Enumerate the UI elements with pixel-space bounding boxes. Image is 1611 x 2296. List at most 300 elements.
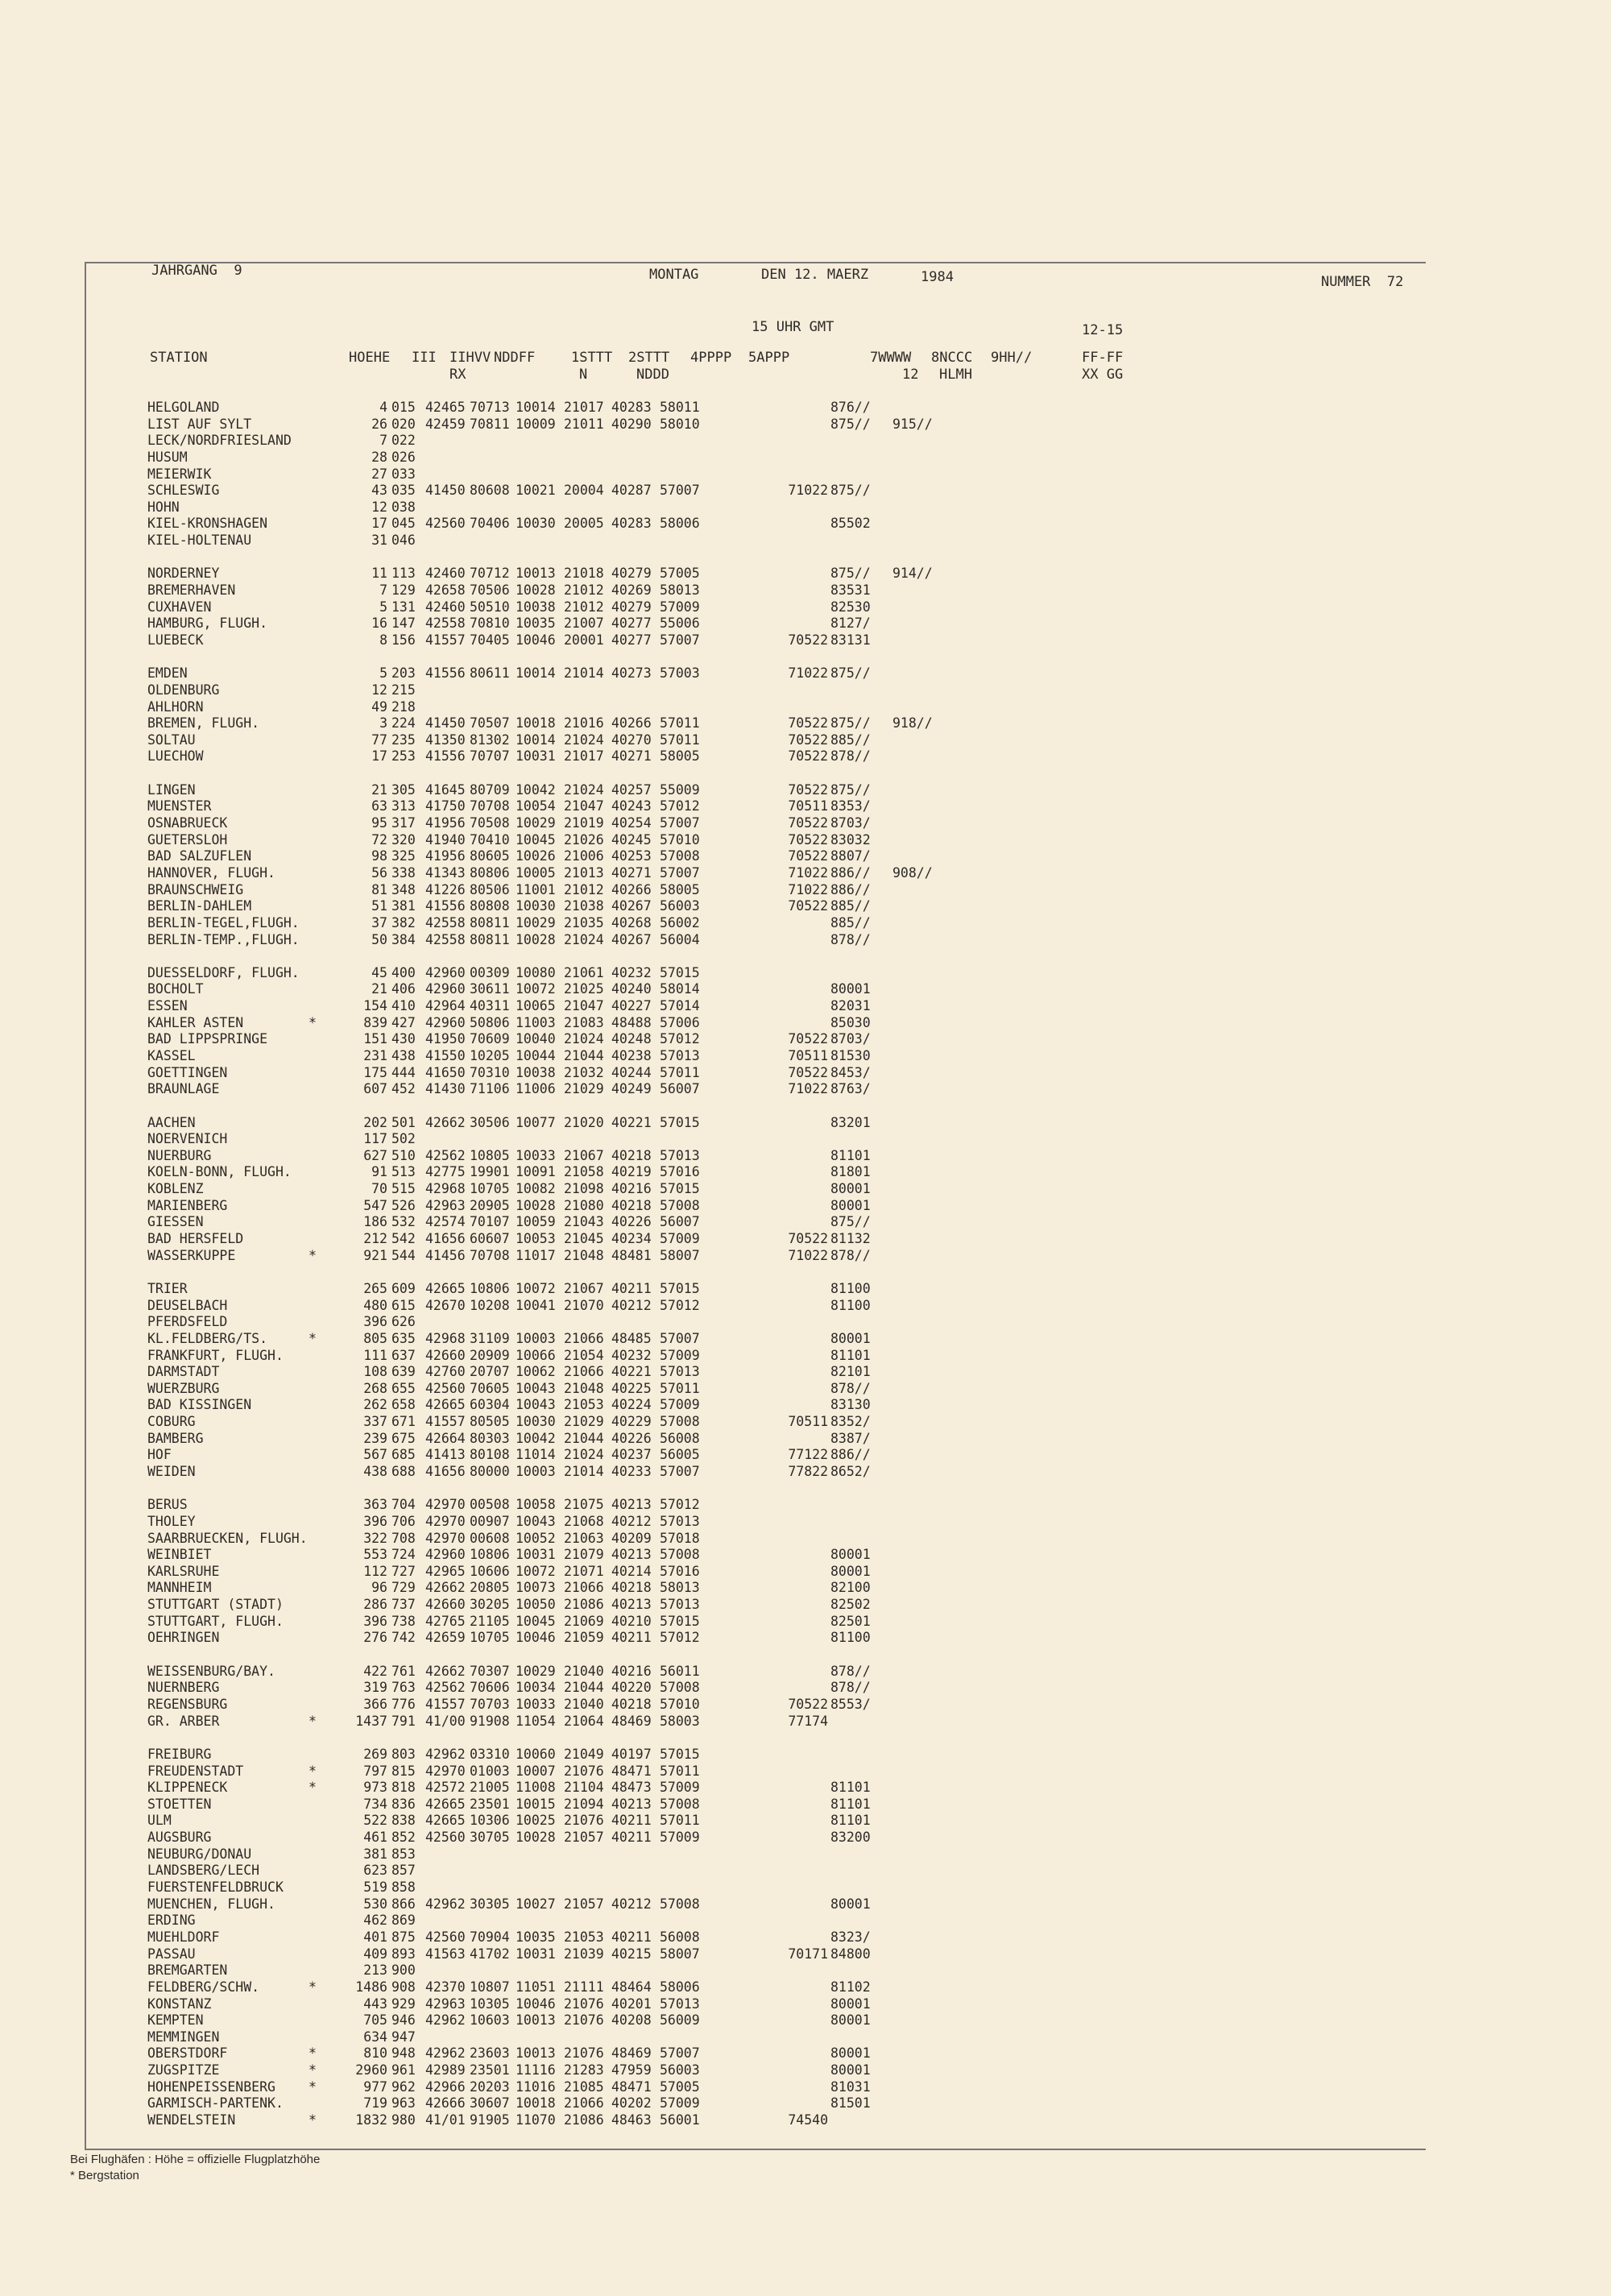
group-3: 11014 [516, 1447, 556, 1463]
group-2: 41702 [470, 1946, 510, 1962]
station-name: HAMBURG, FLUGH. [147, 615, 268, 632]
group-8: 8323/ [830, 1929, 871, 1945]
group-3: 11003 [516, 1014, 556, 1030]
jahrgang-label: JAHRGANG 9 [151, 263, 242, 279]
station-id: 438 [391, 1047, 416, 1063]
group-1: 41/01 [425, 2112, 466, 2128]
group-4: 21044 [564, 1430, 604, 1446]
group-2: 70307 [470, 1663, 510, 1679]
group-2: 40311 [470, 998, 510, 1014]
group-8: 878// [830, 1663, 871, 1679]
group-2: 80811 [470, 931, 510, 947]
group-5: 40290 [611, 416, 652, 432]
group-7: 71022 [788, 665, 828, 682]
group-7: 71022 [788, 881, 828, 897]
station-name: ERDING [147, 1913, 196, 1929]
group-3: 10014 [516, 400, 556, 415]
group-3: 10030 [516, 516, 556, 532]
group-3: 10046 [516, 632, 556, 648]
col-station: STATION [150, 350, 208, 366]
group-4: 21067 [564, 1147, 604, 1163]
group-3: 11070 [516, 2112, 556, 2128]
group-7: 70522 [788, 781, 828, 798]
group-7: 71022 [788, 1081, 828, 1097]
group-8: 85030 [830, 1014, 871, 1030]
group-7: 70522 [788, 731, 828, 748]
group-5: 40267 [611, 898, 652, 914]
group-4: 21066 [564, 2095, 604, 2112]
group-1: 41940 [425, 831, 466, 848]
group-4: 21053 [564, 1397, 604, 1413]
group-5: 40254 [611, 815, 652, 831]
station-id: 224 [391, 715, 416, 731]
group-4: 21045 [564, 1231, 604, 1247]
group-5: 40233 [611, 1464, 652, 1479]
group-5: 40240 [611, 981, 652, 997]
col-g5: 4PPPP [690, 350, 732, 366]
group-3: 10031 [516, 1547, 556, 1563]
group-2: 70508 [470, 815, 510, 831]
station-id: 203 [391, 665, 416, 682]
station-name: BRAUNLAGE [147, 1081, 220, 1097]
group-3: 10013 [516, 566, 556, 582]
group-6: 57015 [660, 1746, 700, 1762]
group-8: 8127/ [830, 615, 871, 632]
group-3: 10029 [516, 914, 556, 930]
group-5: 40279 [611, 599, 652, 615]
group-6: 58013 [660, 582, 700, 599]
station-id: 776 [391, 1696, 416, 1712]
group-4: 21059 [564, 1630, 604, 1646]
station-id: 655 [391, 1380, 416, 1396]
group-5: 40208 [611, 2012, 652, 2029]
group-5: 40218 [611, 1580, 652, 1596]
group-5: 40269 [611, 582, 652, 599]
group-8: 83130 [830, 1397, 871, 1413]
group-3: 10038 [516, 599, 556, 615]
station-name: BERLIN-TEMP.,FLUGH. [147, 931, 300, 947]
group-6: 55006 [660, 615, 700, 632]
group-4: 21020 [564, 1114, 604, 1130]
group-8: 82101 [830, 1364, 871, 1380]
station-id: 131 [391, 599, 416, 615]
group-8: 81101 [830, 1796, 871, 1812]
group-2: 50510 [470, 599, 510, 615]
group-4: 21018 [564, 566, 604, 582]
group-3: 10028 [516, 1830, 556, 1846]
group-4: 21025 [564, 981, 604, 997]
group-8: 878// [830, 1680, 871, 1696]
group-4: 21066 [564, 1580, 604, 1596]
group-6: 57016 [660, 1563, 700, 1579]
station-id: 045 [391, 516, 416, 532]
group-4: 21024 [564, 781, 604, 798]
group-5: 40270 [611, 731, 652, 748]
station-name: MANNHEIM [147, 1580, 212, 1596]
group-1: 42970 [425, 1497, 466, 1513]
group-2: 10807 [470, 1979, 510, 1995]
height: 63 [371, 798, 387, 814]
group-1: 41563 [425, 1946, 466, 1962]
group-6: 57007 [660, 2045, 700, 2062]
group-8: 8763/ [830, 1081, 871, 1097]
height: 45 [371, 964, 387, 980]
group-2: 00608 [470, 1530, 510, 1546]
group-7: 70522 [788, 1696, 828, 1712]
group-6: 57006 [660, 1014, 700, 1030]
group-3: 10033 [516, 1696, 556, 1712]
group-3: 10029 [516, 815, 556, 831]
group-9: 915// [892, 416, 933, 432]
station-id: 544 [391, 1247, 416, 1263]
station-id: 948 [391, 2045, 416, 2062]
station-id: 235 [391, 731, 416, 748]
group-6: 57013 [660, 1047, 700, 1063]
group-8: 8652/ [830, 1464, 871, 1479]
group-2: 80608 [470, 483, 510, 499]
group-1: 41556 [425, 665, 466, 682]
group-4: 21019 [564, 815, 604, 831]
station-name: MUENCHEN, FLUGH. [147, 1896, 275, 1912]
station-id: 761 [391, 1663, 416, 1679]
group-1: 42970 [425, 1513, 466, 1529]
height: 27 [371, 466, 387, 482]
group-1: 42558 [425, 615, 466, 632]
mountain-marker: * [309, 1763, 317, 1779]
group-6: 57009 [660, 1830, 700, 1846]
station-name: FREUDENSTADT [147, 1763, 244, 1779]
group-8: 80001 [830, 1181, 871, 1197]
group-5: 40277 [611, 615, 652, 632]
group-7: 70522 [788, 1231, 828, 1247]
group-7: 70522 [788, 815, 828, 831]
group-8: 875// [830, 1214, 871, 1230]
group-2: 70506 [470, 582, 510, 599]
group-1: 42963 [425, 1996, 466, 2012]
group-6: 57011 [660, 715, 700, 731]
group-2: 00508 [470, 1497, 510, 1513]
station-id: 515 [391, 1181, 416, 1197]
station-name: KIEL-KRONSHAGEN [147, 516, 268, 532]
station-id: 671 [391, 1414, 416, 1430]
group-8: 81100 [830, 1630, 871, 1646]
group-5: 40253 [611, 848, 652, 864]
group-7: 70522 [788, 1031, 828, 1047]
height: 2960 [355, 2062, 387, 2078]
group-3: 10058 [516, 1497, 556, 1513]
station-id: 026 [391, 449, 416, 465]
group-5: 40225 [611, 1380, 652, 1396]
station-id: 791 [391, 1713, 416, 1729]
group-3: 10030 [516, 1414, 556, 1430]
height: 480 [363, 1297, 387, 1313]
gmt-label: 15 UHR GMT [752, 319, 834, 335]
station-id: 962 [391, 2078, 416, 2095]
station-name: BERLIN-TEGEL,FLUGH. [147, 914, 300, 930]
group-4: 21083 [564, 1014, 604, 1030]
station-name: KIEL-HOLTENAU [147, 533, 252, 549]
group-8: 83131 [830, 632, 871, 648]
group-2: 10805 [470, 1147, 510, 1163]
height: 95 [371, 815, 387, 831]
station-id: 035 [391, 483, 416, 499]
group-1: 41950 [425, 1031, 466, 1047]
station-id: 338 [391, 864, 416, 881]
group-5: 40210 [611, 1613, 652, 1629]
group-8: 8453/ [830, 1064, 871, 1080]
height: 21 [371, 781, 387, 798]
group-1: 41226 [425, 881, 466, 897]
station-id: 900 [391, 1962, 416, 1979]
group-6: 57007 [660, 483, 700, 499]
group-3: 10005 [516, 864, 556, 881]
station-name: HOHENPEISSENBERG [147, 2078, 275, 2095]
group-2: 21105 [470, 1613, 510, 1629]
group-3: 10040 [516, 1031, 556, 1047]
year-label: 1984 [921, 269, 954, 285]
height: 17 [371, 748, 387, 765]
group-2: 70712 [470, 566, 510, 582]
height: 634 [363, 2029, 387, 2045]
group-4: 21076 [564, 1996, 604, 2012]
group-6: 57009 [660, 1780, 700, 1796]
group-2: 10205 [470, 1047, 510, 1063]
group-6: 56007 [660, 1081, 700, 1097]
group-2: 70703 [470, 1696, 510, 1712]
height: 16 [371, 615, 387, 632]
height: 530 [363, 1896, 387, 1912]
group-4: 21017 [564, 400, 604, 415]
group-3: 10031 [516, 1946, 556, 1962]
mountain-marker: * [309, 1713, 317, 1729]
station-name: BAD KISSINGEN [147, 1397, 252, 1413]
group-6: 57009 [660, 2095, 700, 2112]
height: 28 [371, 449, 387, 465]
station-id: 046 [391, 533, 416, 549]
group-8: 875// [830, 566, 871, 582]
group-5: 40213 [611, 1796, 652, 1812]
group-1: 41450 [425, 715, 466, 731]
group-5: 40219 [611, 1164, 652, 1180]
group-6: 58003 [660, 1713, 700, 1729]
group-1: 42560 [425, 1830, 466, 1846]
group-2: 80000 [470, 1464, 510, 1479]
group-1: 42660 [425, 1347, 466, 1363]
group-8: 885// [830, 898, 871, 914]
station-id: 113 [391, 566, 416, 582]
station-id: 382 [391, 914, 416, 930]
group-3: 10080 [516, 964, 556, 980]
group-2: 70405 [470, 632, 510, 648]
group-3: 10025 [516, 1813, 556, 1829]
group-5: 40218 [611, 1696, 652, 1712]
group-1: 41956 [425, 848, 466, 864]
group-1: 41556 [425, 748, 466, 765]
group-4: 21040 [564, 1696, 604, 1712]
group-8: 81501 [830, 2095, 871, 2112]
group-6: 58005 [660, 748, 700, 765]
group-6: 57003 [660, 665, 700, 682]
mountain-marker: * [309, 2112, 317, 2128]
group-5: 40212 [611, 1896, 652, 1912]
group-2: 70708 [470, 1247, 510, 1263]
group-1: 41650 [425, 1064, 466, 1080]
group-4: 21011 [564, 416, 604, 432]
station-id: 639 [391, 1364, 416, 1380]
height: 607 [363, 1081, 387, 1097]
station-name: EMDEN [147, 665, 188, 682]
group-8: 83200 [830, 1830, 871, 1846]
station-name: HELGOLAND [147, 400, 220, 415]
group-8: 83032 [830, 831, 871, 848]
station-name: NOERVENICH [147, 1131, 228, 1147]
group-2: 70310 [470, 1064, 510, 1080]
station-id: 869 [391, 1913, 416, 1929]
station-name: GARMISCH-PARTENK. [147, 2095, 284, 2112]
group-4: 21085 [564, 2078, 604, 2095]
group-3: 10026 [516, 848, 556, 864]
group-2: 30611 [470, 981, 510, 997]
col-height: HOEHE [349, 350, 391, 366]
height: 265 [363, 1280, 387, 1296]
station-id: 980 [391, 2112, 416, 2128]
group-3: 10021 [516, 483, 556, 499]
footnote-mountain: * Bergstation [70, 2169, 139, 2182]
group-2: 00907 [470, 1513, 510, 1529]
group-6: 57009 [660, 1231, 700, 1247]
group-2: 91905 [470, 2112, 510, 2128]
group-7: 70522 [788, 848, 828, 864]
group-6: 57007 [660, 1464, 700, 1479]
group-8: 81101 [830, 1147, 871, 1163]
group-2: 80611 [470, 665, 510, 682]
group-2: 20909 [470, 1347, 510, 1363]
group-5: 40211 [611, 1630, 652, 1646]
group-4: 21024 [564, 1447, 604, 1463]
group-8: 886// [830, 881, 871, 897]
group-8: 82031 [830, 998, 871, 1014]
station-name: FELDBERG/SCHW. [147, 1979, 260, 1995]
mountain-marker: * [309, 1979, 317, 1995]
group-2: 30506 [470, 1114, 510, 1130]
group-8: 885// [830, 914, 871, 930]
group-3: 10043 [516, 1397, 556, 1413]
station-name: WUERZBURG [147, 1380, 220, 1396]
group-1: 41750 [425, 798, 466, 814]
station-name: WASSERKUPPE [147, 1247, 236, 1263]
height: 973 [363, 1780, 387, 1796]
group-3: 10066 [516, 1347, 556, 1363]
group-6: 57015 [660, 1613, 700, 1629]
height: 705 [363, 2012, 387, 2029]
group-5: 40216 [611, 1181, 652, 1197]
group-6: 57012 [660, 1497, 700, 1513]
group-7: 70522 [788, 715, 828, 731]
col-g4b: NDDD [636, 367, 669, 383]
group-6: 57011 [660, 1380, 700, 1396]
group-4: 21026 [564, 831, 604, 848]
group-8: 878// [830, 1247, 871, 1263]
group-5: 40238 [611, 1047, 652, 1063]
station-name: CUXHAVEN [147, 599, 212, 615]
group-4: 21071 [564, 1563, 604, 1579]
group-8: 82100 [830, 1580, 871, 1596]
group-5: 48463 [611, 2112, 652, 2128]
group-6: 57013 [660, 1513, 700, 1529]
group-6: 57008 [660, 1547, 700, 1563]
group-4: 21013 [564, 864, 604, 881]
station-name: KARLSRUHE [147, 1563, 220, 1579]
group-8: 875// [830, 781, 871, 798]
group-5: 40273 [611, 665, 652, 682]
group-5: 40213 [611, 1597, 652, 1613]
station-id: 737 [391, 1597, 416, 1613]
group-4: 21038 [564, 898, 604, 914]
group-4: 21079 [564, 1547, 604, 1563]
group-6: 57008 [660, 1414, 700, 1430]
station-name: NUERBURG [147, 1147, 212, 1163]
station-id: 381 [391, 898, 416, 914]
station-id: 427 [391, 1014, 416, 1030]
station-id: 215 [391, 682, 416, 698]
group-8: 83531 [830, 582, 871, 599]
group-2: 03310 [470, 1746, 510, 1762]
group-2: 23501 [470, 2062, 510, 2078]
group-5: 40232 [611, 1347, 652, 1363]
group-8: 878// [830, 1380, 871, 1396]
group-3: 10041 [516, 1297, 556, 1313]
group-4: 21043 [564, 1214, 604, 1230]
height: 49 [371, 698, 387, 715]
station-name: WEIDEN [147, 1464, 196, 1479]
group-8: 83201 [830, 1114, 871, 1130]
station-name: WEINBIET [147, 1547, 212, 1563]
group-6: 55009 [660, 781, 700, 798]
group-1: 42664 [425, 1430, 466, 1446]
group-8: 886// [830, 1447, 871, 1463]
height: 31 [371, 533, 387, 549]
height: 522 [363, 1813, 387, 1829]
group-3: 10018 [516, 715, 556, 731]
group-1: 42960 [425, 1014, 466, 1030]
station-id: 532 [391, 1214, 416, 1230]
col-g3b: N [579, 367, 588, 383]
group-2: 10305 [470, 1996, 510, 2012]
group-4: 21024 [564, 931, 604, 947]
station-name: BERLIN-DAHLEM [147, 898, 252, 914]
station-name: BAD SALZUFLEN [147, 848, 252, 864]
group-3: 10077 [516, 1114, 556, 1130]
station-name: BAD LIPPSPRINGE [147, 1031, 268, 1047]
height: 366 [363, 1696, 387, 1712]
mountain-marker: * [309, 1780, 317, 1796]
station-name: KAHLER ASTEN [147, 1014, 244, 1030]
group-3: 10013 [516, 2012, 556, 2029]
group-3: 10009 [516, 416, 556, 432]
group-6: 58007 [660, 1247, 700, 1263]
group-2: 80505 [470, 1414, 510, 1430]
group-3: 10062 [516, 1364, 556, 1380]
height: 72 [371, 831, 387, 848]
station-name: PASSAU [147, 1946, 196, 1962]
group-3: 10073 [516, 1580, 556, 1596]
group-2: 81302 [470, 731, 510, 748]
group-8: 8352/ [830, 1414, 871, 1430]
group-2: 10306 [470, 1813, 510, 1829]
group-7: 71022 [788, 1247, 828, 1263]
group-2: 10705 [470, 1630, 510, 1646]
group-5: 40218 [611, 1197, 652, 1213]
